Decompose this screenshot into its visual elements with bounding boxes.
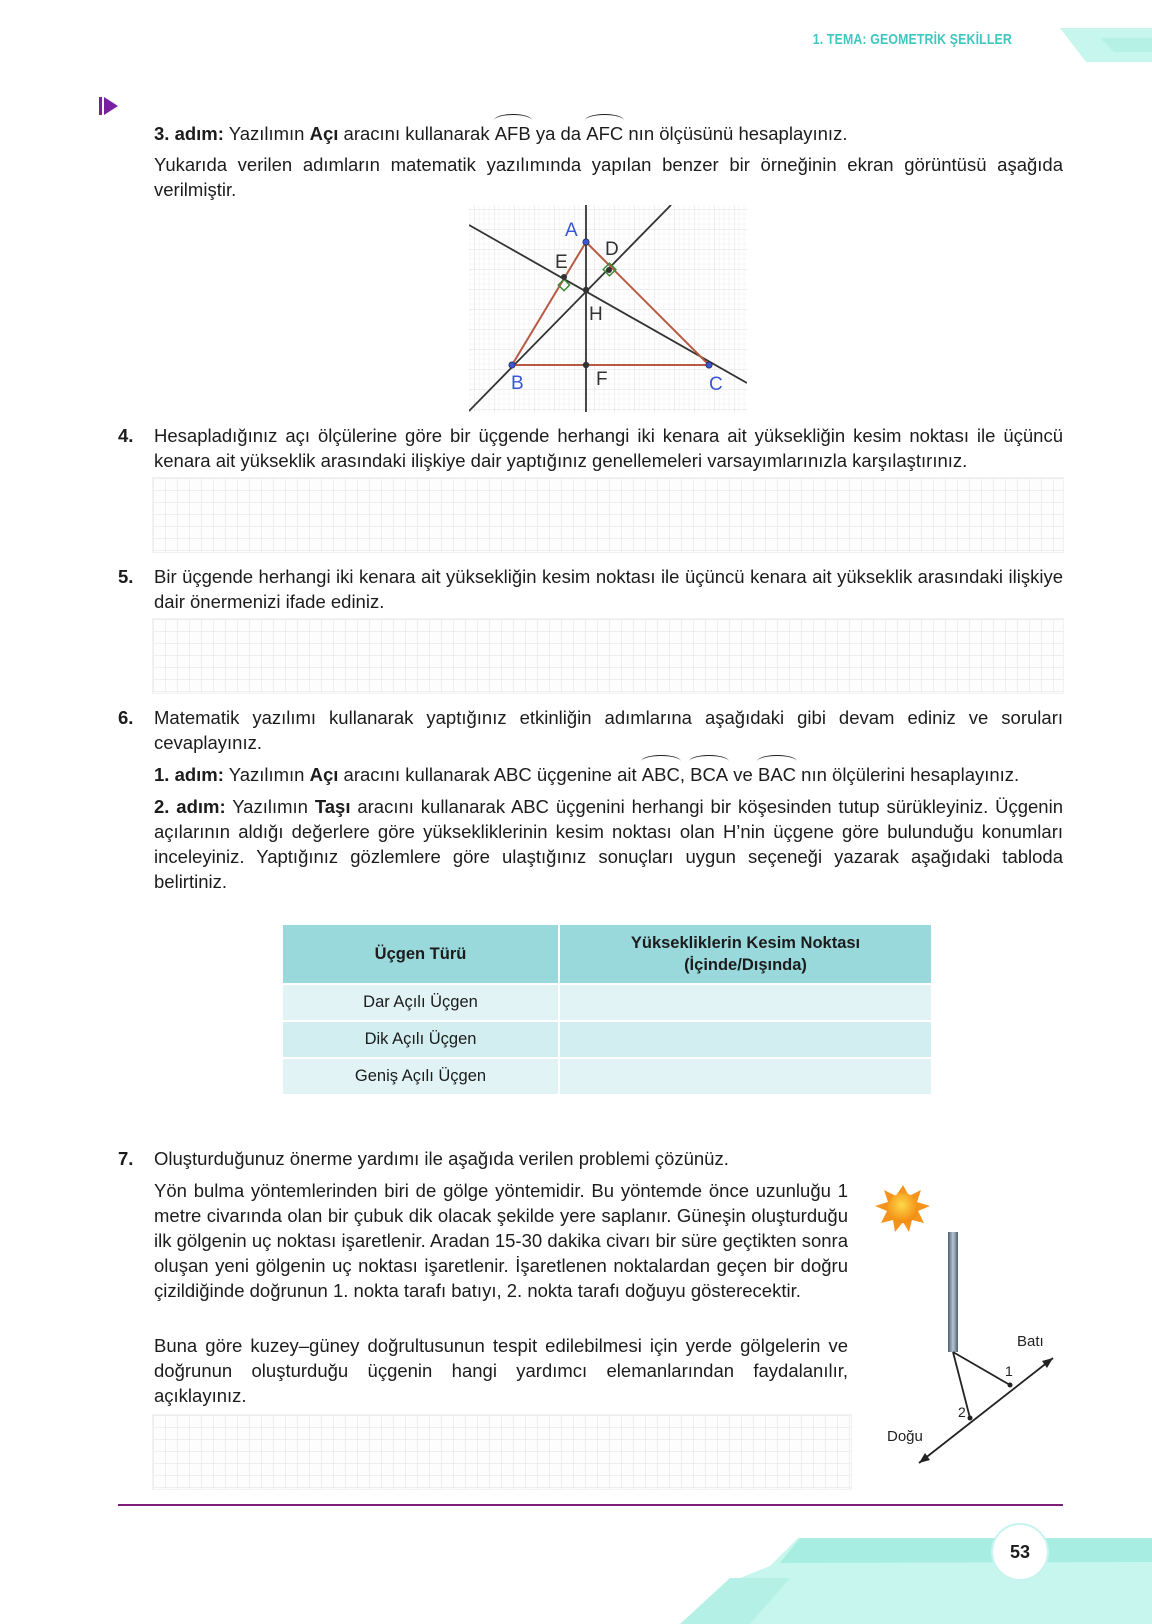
label-east: Doğu [887, 1428, 923, 1445]
table-row [283, 1058, 932, 1094]
q6-step2-tool: Taşı [314, 796, 351, 817]
q7-number: 7. [118, 1148, 134, 1169]
label-a: A [565, 220, 578, 241]
q6-step1-post: nın ölçülerini hesaplayınız. [801, 764, 1020, 785]
label-d: D [605, 239, 619, 260]
q4-text: Hesapladığınız açı ölçülerine göre bir üçgende herhangi iki kenara ait yüksekliğin kesim noktası ile üçüncü kenara ait yükseklik arasındaki ilişkiye dair yaptığınız genellemeleri varsayımlarınızla karşılaştırınız. [154, 425, 1063, 471]
page-number: 53 [991, 1523, 1049, 1581]
q6-number: 6. [118, 707, 134, 728]
footer-rule [118, 1504, 1063, 1506]
orthocenter-figure [469, 205, 747, 412]
angle-bac: BAC [757, 764, 797, 785]
label-h: H [589, 304, 603, 325]
label-c: C [709, 374, 723, 395]
sun-icon [875, 1185, 930, 1232]
q6-step2-text: aracını kullanarak ABC üçgenini herhangi bir köşesinden tutup sürükleyiniz. Üçgenin açılarının aldığı değerlere göre yüksekliklerinin kesim noktası olan H’nin üçgene göre bulunduğu konumları inceleyiniz. Yaptığınız gözlemlere göre ulaştığınız sonuçları uygun seçeneği yazarak aşağıdaki tabloda belirtiniz. [154, 796, 1063, 892]
step3-tool: Açı [309, 123, 339, 144]
q6-step2 [154, 794, 1063, 894]
point-f [583, 362, 589, 368]
q6-step2-label: 2. adım: [154, 796, 226, 817]
label-west: Batı [1017, 1333, 1044, 1350]
table-cell-answer[interactable] [559, 1058, 932, 1094]
table-cell-type: Dar Açılı Üçgen [283, 984, 559, 1021]
continue-arrow-icon [98, 95, 120, 117]
table-row [283, 984, 932, 1021]
east-west-line [919, 1358, 1053, 1463]
angle-bca: BCA [690, 764, 729, 785]
step3-mid2: ya da [535, 123, 582, 144]
header-theme-title: GEOMETRİK ŞEKİLLER [870, 31, 1012, 48]
q6-step1-and: ve [733, 764, 753, 785]
q6-step1-label: 1. adım: [154, 764, 224, 785]
q6-step1-mid: aracını kullanarak ABC üçgenine ait [343, 764, 637, 785]
east-arrow-icon [919, 1453, 930, 1463]
q5-answer-area[interactable] [152, 618, 1064, 694]
q6-text: Matematik yazılımı kullanarak yaptığınız etkinliğin adımlarına aşağıdaki gibi devam ediniz ve soruları cevaplayınız. [154, 707, 1063, 753]
angle-afb: AFB [494, 123, 531, 144]
table-cell-answer[interactable] [559, 1021, 932, 1058]
shadow-method-figure [875, 1180, 1075, 1470]
footer-decoration [670, 1538, 1152, 1624]
table-header-intersection-line2: (İçinde/Dışında) [684, 956, 807, 974]
table-row [283, 1021, 932, 1058]
q4-answer-area[interactable] [152, 477, 1064, 553]
west-arrow-icon [1042, 1358, 1053, 1368]
point-e [561, 274, 567, 280]
chapter-header [813, 31, 1012, 48]
table-cell-answer[interactable] [559, 984, 932, 1021]
angle-afc: AFC [586, 123, 624, 144]
intro-screenshot-text: Yukarıda verilen adımların matematik yazılımında yapılan benzer bir örneğinin ekran görüntüsü aşağıda verilmiştir. [154, 154, 1063, 200]
triangle-type-table [283, 925, 933, 1094]
point-c [706, 362, 712, 368]
step3-pre: Yazılımın [228, 123, 305, 144]
table-header-intersection [559, 925, 932, 984]
point-a [583, 239, 589, 245]
q5-number: 5. [118, 566, 134, 587]
table-cell-type: Geniş Açılı Üçgen [283, 1058, 559, 1094]
point-1 [1008, 1383, 1013, 1388]
q7-text: Oluşturduğunuz önerme yardımı ile aşağıda verilen problemi çözünüz. [154, 1148, 729, 1169]
q7-para2: Buna göre kuzey–güney doğrultusunun tespit edilebilmesi için yerde gölgelerin ve doğrunun oluşturduğu üçgenin hangi yardımcı elemanlarından faydalanılır, açıklayınız. [154, 1335, 848, 1406]
q6-step1-tool: Açı [309, 764, 339, 785]
step3-post: nın ölçüsünü hesaplayınız. [628, 123, 848, 144]
q6-step1-pre: Yazılımın [228, 764, 305, 785]
table-header-type: Üçgen Türü [283, 925, 559, 984]
q5-text: Bir üçgende herhangi iki kenara ait yüksekliğin kesim noktası ile üçüncü kenara ait yükseklik arasındaki ilişkiye dair önermenizi ifade ediniz. [154, 566, 1063, 612]
q6-step1-sep: , [679, 764, 685, 785]
point-2 [968, 1416, 973, 1421]
table-header-intersection-line1: Yüksekliklerin Kesim Noktası [630, 934, 861, 952]
shadow-1 [953, 1352, 1010, 1385]
step3-line [154, 121, 1064, 146]
point-b [509, 362, 515, 368]
point-d [606, 267, 612, 273]
q7-para1: Yön bulma yöntemlerinden biri de gölge yöntemidir. Bu yöntemde önce uzunluğu 1 metre civarında olan bir çubuk dik olacak şekilde yere saplanır. Güneşin oluşturduğu ilk gölgenin uç noktası işaretlenir. Aradan 15-30 dakika civarı bir süre geçtikten sonra oluşan yeni gölgenin uç noktası işaretlenir. İşaretlenen noktalardan geçen bir doğru çizildiğinde doğrunun 1. nokta tarafı batıyı, 2. nokta tarafı doğuyu gösterecektir. [154, 1180, 848, 1301]
label-point-1: 1 [1005, 1363, 1013, 1379]
header-decoration [1060, 28, 1152, 64]
q6-step1 [154, 762, 1063, 787]
angle-abc: ABC [641, 764, 680, 785]
step3-mid1: aracını kullanarak [343, 123, 490, 144]
q7-answer-area[interactable] [152, 1414, 852, 1490]
q6-step2-pre: Yazılımın [232, 796, 308, 817]
label-f: F [596, 369, 608, 390]
step3-label: 3. adım: [154, 123, 224, 144]
stick-icon [948, 1232, 958, 1352]
label-b: B [511, 373, 524, 394]
label-point-2: 2 [958, 1404, 966, 1420]
point-h [583, 287, 589, 293]
header-theme-number: 1. TEMA: [812, 31, 867, 48]
label-e: E [555, 252, 568, 273]
table-cell-type: Dik Açılı Üçgen [283, 1021, 559, 1058]
q4-number: 4. [118, 425, 134, 446]
